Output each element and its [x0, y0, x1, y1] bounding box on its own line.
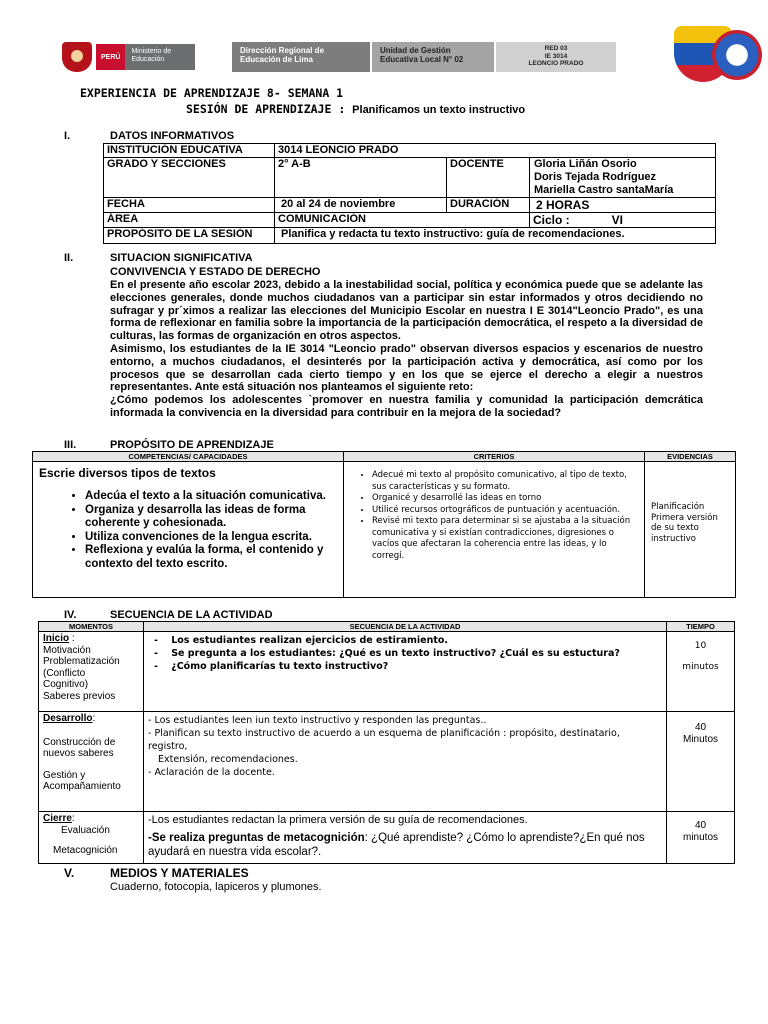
- ministerio-label: Ministerio de Educación: [125, 44, 195, 70]
- desarrollo-cell: [39, 712, 144, 812]
- criterios-header: CRITERIOS: [344, 452, 645, 462]
- session-name: Planificamos un texto instructivo: [352, 104, 526, 116]
- inicio-title: Inicio: [43, 633, 70, 644]
- momento-item: Cognitivo): [43, 679, 89, 690]
- secuencia-table: [38, 621, 735, 864]
- proposito-label: PROPÓSITO DE LA SESIÓN: [104, 228, 275, 244]
- session-title: [186, 102, 525, 116]
- capacidad-item: • Utiliza convenciones de la lengua escrita.: [85, 531, 337, 545]
- docentes-value: [530, 158, 716, 198]
- criterios-cell: [344, 462, 645, 598]
- criterio-item: • Adecué mi texto al propósito comunicativo, al tipo de texto, sus características y su formato.: [372, 470, 638, 493]
- momentos-header: MOMENTOS: [39, 622, 144, 632]
- competencia-title: Escrie diversos tipos de textos: [39, 466, 216, 480]
- dre-banner: Dirección Regional de Educación de Lima: [232, 42, 370, 72]
- desarrollo-title: Desarrollo: [43, 713, 93, 724]
- cierre-cell: [39, 812, 144, 864]
- metacognicion-text: [148, 831, 662, 859]
- ciclo-value: VI: [611, 213, 624, 227]
- docente-name: Doris Tejada Rodríguez: [534, 171, 657, 183]
- momento-item: Motivación: [43, 644, 91, 656]
- evidencias-header: EVIDENCIAS: [645, 452, 736, 462]
- time-unit: Minutos: [682, 734, 718, 745]
- criterio-item: • Organicé y desarrollé las ideas en torno: [372, 493, 638, 505]
- momento-item: Evaluación: [61, 825, 110, 836]
- section2-num: II.: [64, 252, 74, 264]
- inicio-label: Inicio :: [43, 633, 75, 644]
- area-value: COMUNICACIÓN: [275, 213, 530, 228]
- docente-label: DOCENTE: [447, 158, 530, 198]
- momento-item: Gestión y Acompañamiento: [43, 769, 121, 792]
- time-unit: minutos: [682, 662, 719, 672]
- step-text: Extensión, recomendaciones.: [158, 754, 298, 765]
- section5-title: MEDIOS Y MATERIALES: [110, 866, 249, 880]
- competencias-cell: [33, 462, 344, 598]
- situacion-reto: ¿Cómo podemos los adolescentes `promover en nuestra familia y comunidad la participación demcrática informada la convivencia en la diversidad para contribuir en la mejora de la sociedad?: [110, 394, 703, 419]
- step-item: - ¿Cómo planificarías tu texto instructivo?: [154, 661, 389, 672]
- metacognicion-questions: : ¿Qué aprendiste? ¿Cómo lo aprendiste?¿En qué nos ayudará en nuestra vida escolar?.: [148, 832, 645, 858]
- inicio-steps: [144, 632, 667, 712]
- session-label: SESIÓN DE APRENDIZAJE :: [186, 102, 353, 116]
- step-text: Los estudiantes realizan ejercicios de estiramiento.: [171, 635, 449, 646]
- criterio-item: • Utilicé recursos ortográficos de puntuación y acentuación.: [372, 505, 638, 517]
- step-text: ¿Cómo planificarías tu texto instructivo?: [171, 661, 389, 672]
- momento-item: Saberes previos: [43, 690, 116, 702]
- evidencia-cell: Planificación Primera versión de su texto instructivo: [645, 462, 736, 598]
- capacidad-item: • Adecúa el texto a la situación comunicativa.: [85, 490, 337, 504]
- school-badge-icon: [712, 30, 762, 80]
- docente-name: Gloria Liñán Osorio: [534, 158, 637, 170]
- duracion-value: 2 HORAS: [530, 198, 716, 213]
- momento-item: Problematización: [43, 656, 120, 667]
- time-value: 40: [694, 722, 707, 733]
- capacidad-item: • Reflexiona y evalúa la forma, el contenido y contexto del texto escrito.: [85, 544, 337, 571]
- cierre-time: [667, 812, 735, 864]
- section3-num: III.: [64, 439, 77, 451]
- materiales-text: Cuaderno, fotocopia, lapiceros y plumones.: [110, 881, 322, 893]
- grado-value: 2° A-B: [275, 158, 447, 198]
- institucion-label: INSTITUCIÓN EDUCATIVA: [104, 144, 275, 158]
- momento-item: (Conflicto: [43, 667, 86, 679]
- section4-num: IV.: [64, 609, 77, 621]
- area-label: ÁREA: [104, 213, 275, 228]
- desarrollo-time: [667, 712, 735, 812]
- capacidades-list: [39, 490, 337, 571]
- situacion-paragraph: Asimismo, los estudiantes de la IE 3014 "Leoncio prado" observan diversos espacios y escenarios de nuestro entorno, a muchos ciudadanos, el desinterés por la participación activa y democrática, así como por los procesos que se desarrollan cada cierto tiempo y en los que se ejerce el derecho a elegir a nuestros representantes. Ante está situación nos planteamos el siguiente reto:: [110, 342, 703, 394]
- cierre-title: Cierre: [43, 813, 72, 824]
- situacion-paragraph: En el presente año escolar 2023, debido a la inestabilidad social, política y económica puede que se adelante las elecciones generales, donde muchos ciudadanos van a participar sin estar informados y otros decidiendo no sufragar y pr´ximos a realizar las elecciones del Municipio Escolar en nuestra I E 3014"Leoncio Prado", es una forma de reflexionar en familia sobre la importancia de la participación democrática, el respeto a la diversidad de culturas, las formas de organización en otros aspectos.: [110, 279, 703, 343]
- step-text: Se pregunta a los estudiantes: ¿Qué es un texto instructivo? ¿Cuál es su estuctura?: [171, 648, 620, 659]
- institucion-value: 3014 LEONCIO PRADO: [275, 144, 716, 158]
- proposito-table: [32, 451, 736, 598]
- competencias-header: COMPETENCIAS/ CAPACIDADES: [33, 452, 344, 462]
- inicio-cell: [39, 632, 144, 712]
- fecha-label: FECHA: [104, 198, 275, 213]
- step-item: - Se pregunta a los estudiantes: ¿Qué es un texto instructivo? ¿Cuál es su estuctura?: [154, 648, 620, 659]
- section4-title: SECUENCIA DE LA ACTIVIDAD: [110, 609, 273, 621]
- step-text: - Los estudiantes leen iun texto instructivo y responden las preguntas..: [148, 715, 487, 726]
- momento-item: Metacognición: [53, 845, 118, 856]
- peru-shield-icon: [62, 42, 92, 72]
- ciclo-cell: [530, 213, 716, 228]
- datos-table: [103, 143, 716, 244]
- desarrollo-steps: [144, 712, 667, 812]
- step-item: - Los estudiantes realizan ejercicios de estiramiento.: [154, 635, 449, 646]
- red-line: RED 03: [544, 45, 568, 52]
- minedu-logo: [62, 40, 212, 74]
- page-title: EXPERIENCIA DE APRENDIZAJE 8- SEMANA 1: [80, 86, 344, 100]
- step-text: - Aclaración de la docente.: [148, 767, 275, 778]
- step-text: -Los estudiantes redactan la primera versión de su guía de recomendaciones.: [148, 814, 528, 826]
- time-value: 40: [694, 820, 707, 831]
- section3-title: PROPÓSITO DE APRENDIZAJE: [110, 439, 274, 451]
- school-line: LEONCIO PRADO: [528, 60, 584, 67]
- section1-num: I.: [64, 130, 71, 142]
- red-banner: [496, 42, 616, 72]
- time-unit: minutos: [682, 832, 718, 843]
- grado-label: GRADO Y SECCIONES: [104, 158, 275, 198]
- tiempo-header: TIEMPO: [667, 622, 735, 632]
- criterios-list: [350, 470, 638, 562]
- section1-title: DATOS INFORMATIVOS: [110, 130, 235, 142]
- cierre-steps: [144, 812, 667, 864]
- situacion-text: [110, 279, 703, 420]
- ugel-banner: Unidad de Gestión Educativa Local N° 02: [372, 42, 494, 72]
- metacognicion-label: -Se realiza preguntas de metacognición: [148, 832, 365, 844]
- proposito-value: Planifica y redacta tu texto instructivo: guía de recomendaciones.: [275, 228, 716, 244]
- peru-label: PERÚ: [96, 44, 125, 70]
- section2-title: SITUACION SIGNIFICATIVA: [110, 252, 253, 264]
- ciclo-label: Ciclo :: [533, 213, 570, 227]
- time-value: 10: [694, 641, 707, 651]
- fecha-value: 20 al 24 de noviembre: [275, 198, 447, 213]
- section5-num: V.: [64, 866, 75, 880]
- docente-name: Mariella Castro santaMaría: [534, 184, 674, 196]
- step-text: - Planifican su texto instructivo de acuerdo a un esquema de planificación : propósito, destinatario, registro,: [148, 728, 620, 752]
- ie-line: IE 3014: [544, 52, 568, 60]
- cierre-label: Cierre:: [43, 813, 75, 824]
- momento-item: Construcción de nuevos saberes: [43, 736, 116, 759]
- inicio-time: [667, 632, 735, 712]
- duracion-label: DURACIÓN: [447, 198, 530, 213]
- desarrollo-label: Desarrollo:: [43, 713, 96, 724]
- capacidad-item: • Organiza y desarrolla las ideas de forma coherente y cohesionada.: [85, 504, 337, 531]
- criterio-item: • Revisé mi texto para determinar si se ajustaba a la situación comunicativa y si existían contradicciones, digresiones o vacíos que afectaran la coherencia entre las ideas, y lo corregí.: [372, 516, 638, 562]
- section2-subtitle: CONVIVENCIA Y ESTADO DE DERECHO: [110, 266, 321, 278]
- secuencia-header: SECUENCIA DE LA ACTIVIDAD: [144, 622, 667, 632]
